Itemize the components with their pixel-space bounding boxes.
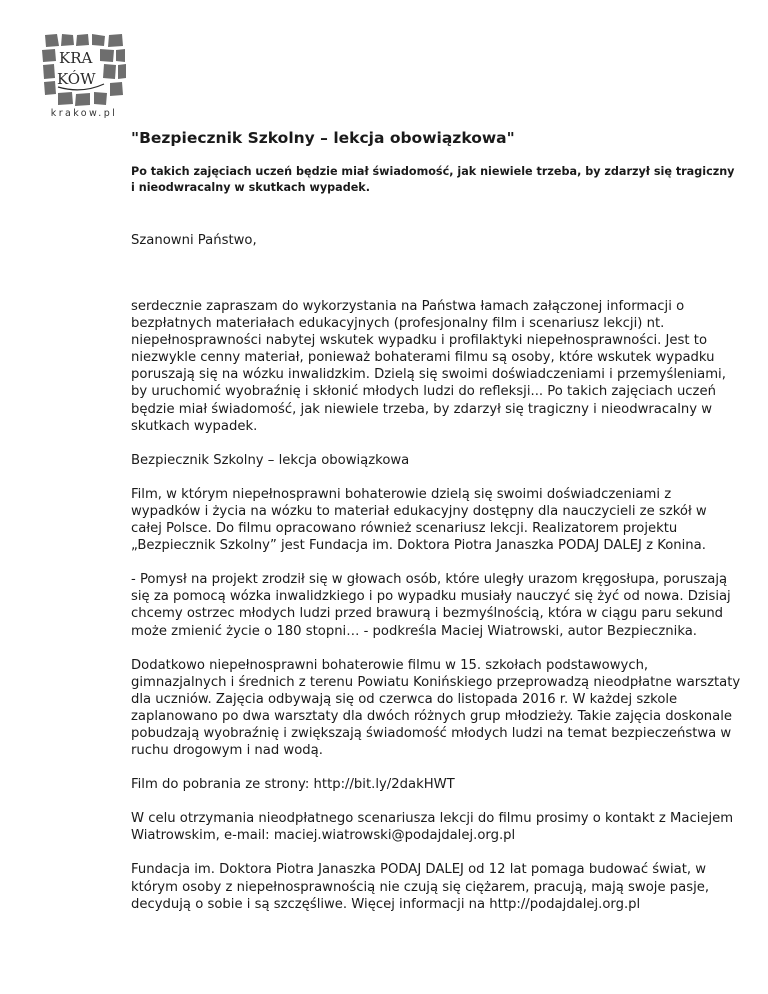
paragraph-film: Film, w którym niepełnosprawni bohaterowie dzielą się swoimi doświadczeniami z wypadków i życia na wózku to materiał edukacyjny dostępny dla nauczycieli ze szkół w całej Polsce. Do filmu opracowano również scenariusz lekcji. Realizatorem projektu „Bezpiecznik Szkolny” jest Fundacja im. Doktora Piotra Janaszka PODAJ DALEJ z Konina. (131, 486, 707, 554)
paragraph-foundation: Fundacja im. Doktora Piotra Janaszka PODAJ DALEJ od 12 lat pomaga budować świat, w którym osoby z niepełnosprawnością nie czują się ciężarem, pracują, mają swoje pasje, decydują o sobie i są szczęśliwe. Więcej informacji na http://podajdalej.org.pl (131, 862, 710, 912)
logo-text-kra: KRA (59, 49, 93, 67)
greeting: Szanowni Państwo, (131, 233, 257, 248)
logo-text-kow: KÓW (57, 70, 96, 88)
paragraph-download-link: Film do pobrania ze strony: http://bit.ly/2dakHWT (131, 777, 455, 793)
krakow-logo-mark (42, 34, 126, 106)
krakow-logo (42, 34, 132, 124)
paragraph-workshops: Dodatkowo niepełnosprawni bohaterowie filmu w 15. szkołach podstawowych, gimnazjalnych i średnich z terenu Powiatu Konińskiego przeprowadzą nieodpłatne warsztaty dla uczniów. Zajęcia odbywają się od czerwca do listopada 2016 r. W każdej szkole zaplanowano po dwa warsztaty dla dwóch różnych grup młodzieży. Takie zajęcia doskonale pobudzają wyobraźnię i zwiększają świadomość młodych ludzi na temat bezpieczeństwa w ruchu drogowym i nad wodą. (131, 657, 741, 759)
document-lead: Po takich zajęciach uczeń będzie miał świadomość, jak niewiele trzeba, by zdarzył się tragiczny i nieodwracalny w skutkach wypadek. (131, 165, 735, 194)
document-body (131, 127, 741, 930)
paragraph-contact: W celu otrzymania nieodpłatnego scenariusza lekcji do filmu prosimy o kontakt z Maciejem Wiatrowskim, e-mail: maciej.wiatrowski@podajdalej.org.pl (131, 811, 734, 844)
paragraph-quote: - Pomysł na projekt zrodził się w głowach osób, które uległy urazom kręgosłupa, poruszają się za pomocą wózka inwalidzkiego i po wypadku musiały nauczyć się żyć od nowa. Dzisiaj chcemy ostrzec młodych ludzi przed brawurą i bezmyślnością, która w ciągu paru sekund może zmienić życie o 180 stopni… - podkreśla Maciej Wiatrowski, autor Bezpiecznika. (131, 572, 731, 639)
paragraph-subtitle: Bezpiecznik Szkolny – lekcja obowiązkowa (131, 452, 410, 468)
paragraph-invitation: serdecznie zapraszam do wykorzystania na Państwa łamach załączonej informacji o bezpłatnych materiałach edukacyjnych (profesjonalny film i scenariusz lekcji) nt. niepełnosprawności nabytej wskutek wypadku i profilaktyki niepełnosprawności. Jest to niezwykle cenny materiał, ponieważ bohaterami filmu są osoby, które wskutek wypadku poruszają się na wózku inwalidzkim. Dzielą się swoimi doświadczeniami i przemyśleniami, by uruchomić wyobraźnię i skłonić młodych ludzi do refleksji... Po takich zajęciach uczeń będzie miał świadomość, jak niewiele trzeba, by zdarzył się tragiczny i nieodwracalny w skutkach wypadek. (131, 299, 726, 434)
document-title: "Bezpiecznik Szkolny – lekcja obowiązkowa" (131, 129, 515, 147)
logo-url: krakow.pl (50, 108, 118, 119)
